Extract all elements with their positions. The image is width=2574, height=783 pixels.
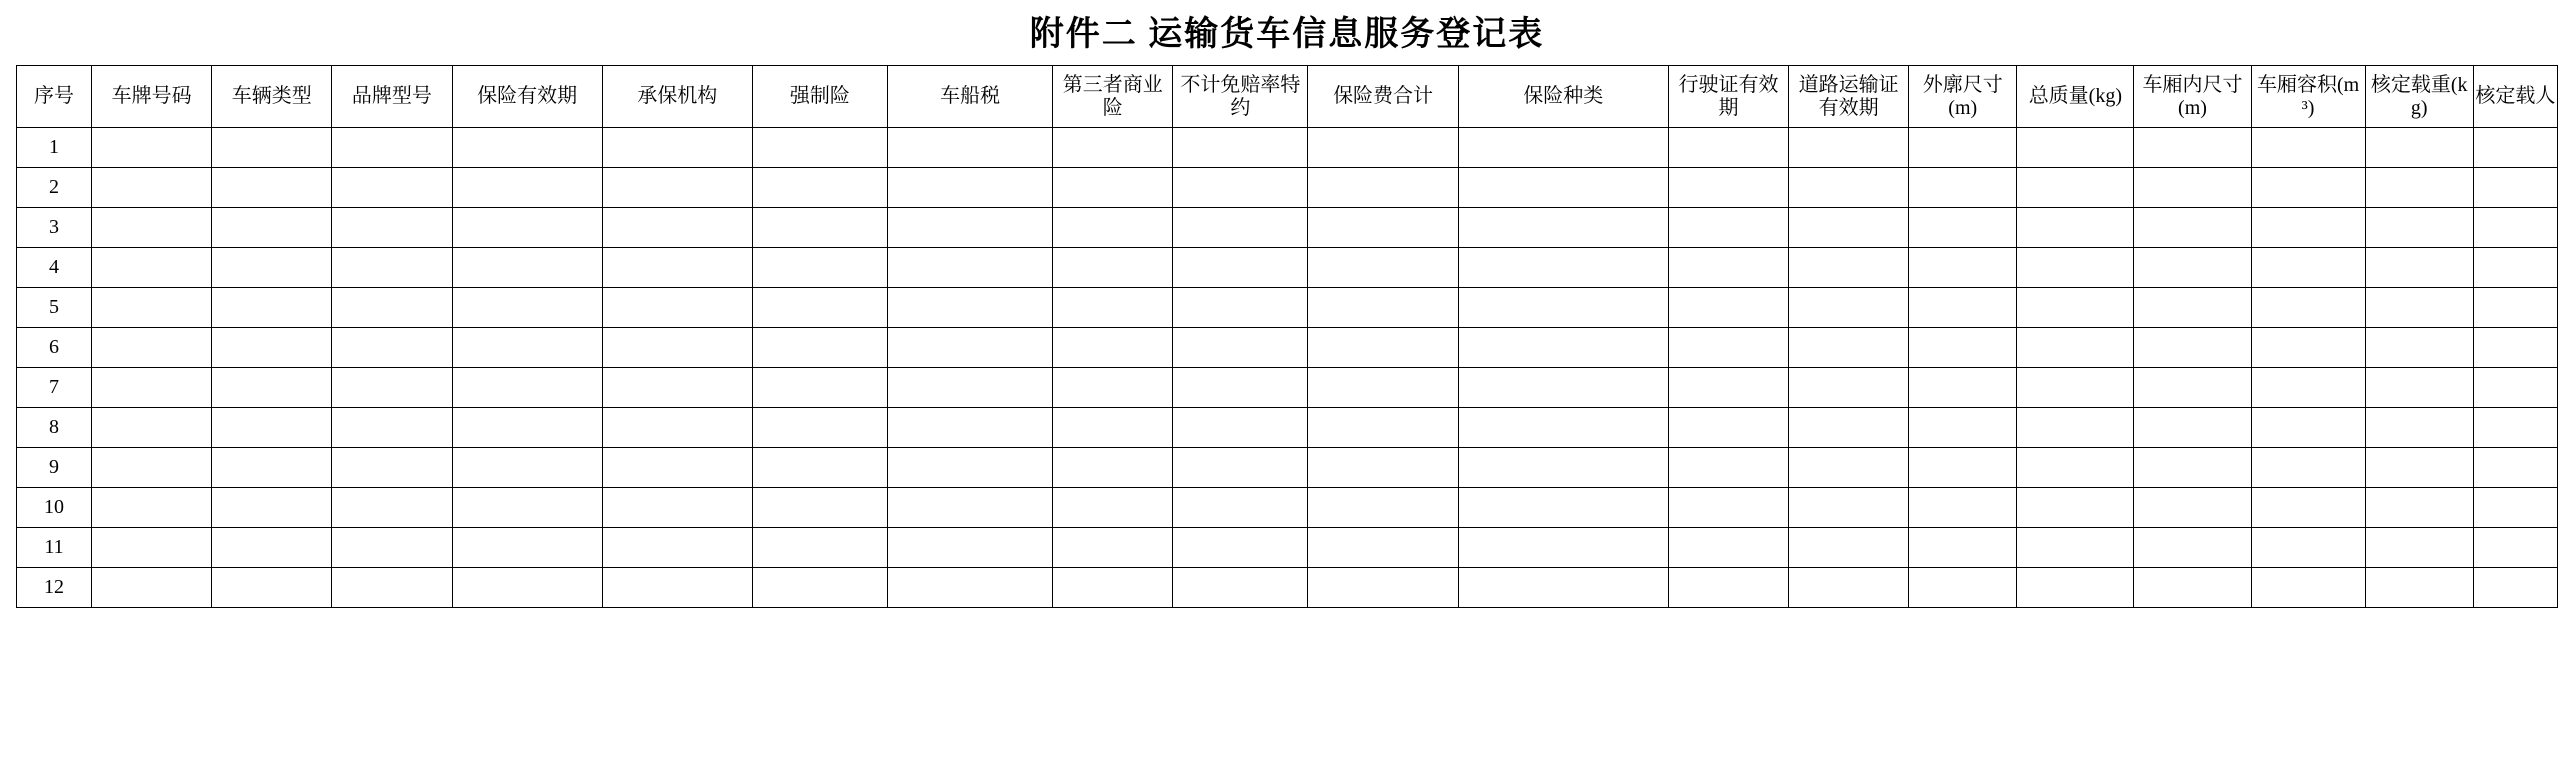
table-row — [17, 528, 2558, 568]
column-header-11 — [1458, 66, 1668, 128]
data-cell[interactable] — [888, 208, 1053, 248]
data-cell[interactable] — [602, 408, 752, 448]
data-cell[interactable] — [2251, 288, 2365, 328]
table-row — [17, 128, 2558, 168]
data-cell[interactable] — [92, 408, 212, 448]
data-cell[interactable] — [2017, 448, 2134, 488]
data-cell[interactable] — [2017, 168, 2134, 208]
column-header-label: 承保机构 — [637, 85, 718, 107]
data-cell[interactable] — [2134, 368, 2251, 408]
data-cell[interactable] — [212, 488, 332, 528]
data-cell[interactable] — [1173, 128, 1308, 168]
data-cell[interactable] — [92, 568, 212, 608]
column-header-label: 不计免赔率特约 — [1180, 73, 1301, 119]
data-cell[interactable] — [452, 288, 602, 328]
table-row — [17, 208, 2558, 248]
table-body — [17, 128, 2558, 608]
column-header-14 — [1909, 66, 2017, 128]
column-header-label: 强制险 — [789, 85, 850, 107]
row-index-cell: 10 — [17, 488, 92, 528]
data-cell[interactable] — [1668, 248, 1788, 288]
data-cell[interactable] — [2473, 248, 2557, 288]
data-cell[interactable] — [1909, 128, 2017, 168]
data-cell[interactable] — [602, 368, 752, 408]
column-header-8 — [1053, 66, 1173, 128]
data-cell[interactable] — [1909, 568, 2017, 608]
data-cell[interactable] — [332, 328, 452, 368]
data-cell[interactable] — [332, 528, 452, 568]
data-cell[interactable] — [2473, 168, 2557, 208]
data-cell[interactable] — [1173, 448, 1308, 488]
column-header-5 — [602, 66, 752, 128]
column-header-0 — [17, 66, 92, 128]
row-index-cell: 6 — [17, 328, 92, 368]
data-cell[interactable] — [602, 248, 752, 288]
data-cell[interactable] — [2365, 168, 2473, 208]
data-cell[interactable] — [1308, 488, 1458, 528]
table-row — [17, 368, 2558, 408]
data-cell[interactable] — [1308, 288, 1458, 328]
column-header-9 — [1173, 66, 1308, 128]
data-cell[interactable] — [2251, 328, 2365, 368]
data-cell[interactable] — [1173, 288, 1308, 328]
data-cell[interactable] — [2017, 408, 2134, 448]
data-cell[interactable] — [1668, 368, 1788, 408]
data-cell[interactable] — [1458, 568, 1668, 608]
data-cell[interactable] — [1789, 288, 1909, 328]
data-cell[interactable] — [1909, 528, 2017, 568]
data-cell[interactable] — [752, 368, 887, 408]
data-cell[interactable] — [1053, 368, 1173, 408]
data-cell[interactable] — [888, 288, 1053, 328]
data-cell[interactable] — [92, 368, 212, 408]
data-cell[interactable] — [888, 128, 1053, 168]
data-cell[interactable] — [1053, 288, 1173, 328]
data-cell[interactable] — [2251, 128, 2365, 168]
data-cell[interactable] — [752, 248, 887, 288]
data-cell[interactable] — [2134, 248, 2251, 288]
data-cell[interactable] — [888, 248, 1053, 288]
data-cell[interactable] — [1789, 568, 1909, 608]
data-cell[interactable] — [1173, 568, 1308, 608]
data-cell[interactable] — [212, 168, 332, 208]
data-cell[interactable] — [1053, 568, 1173, 608]
data-cell[interactable] — [2134, 208, 2251, 248]
data-cell[interactable] — [2134, 288, 2251, 328]
row-index-cell: 5 — [17, 288, 92, 328]
data-cell[interactable] — [1668, 568, 1788, 608]
data-cell[interactable] — [1173, 208, 1308, 248]
data-cell[interactable] — [332, 288, 452, 328]
table-row — [17, 168, 2558, 208]
table-row — [17, 448, 2558, 488]
data-cell[interactable] — [752, 288, 887, 328]
table-row — [17, 248, 2558, 288]
column-header-label: 序号 — [34, 85, 75, 107]
data-cell[interactable] — [2134, 408, 2251, 448]
column-header-2 — [212, 66, 332, 128]
data-cell[interactable] — [2365, 488, 2473, 528]
column-header-10 — [1308, 66, 1458, 128]
data-cell[interactable] — [452, 488, 602, 528]
data-cell[interactable] — [2251, 448, 2365, 488]
data-cell[interactable] — [752, 568, 887, 608]
table-row — [17, 488, 2558, 528]
data-cell[interactable] — [1308, 568, 1458, 608]
data-cell[interactable] — [2134, 168, 2251, 208]
column-header-label: 外廓尺寸(m) — [1922, 73, 2003, 119]
data-cell[interactable] — [1789, 528, 1909, 568]
data-cell[interactable] — [1053, 128, 1173, 168]
data-cell[interactable] — [2017, 328, 2134, 368]
data-cell[interactable] — [1053, 328, 1173, 368]
data-cell[interactable] — [2017, 128, 2134, 168]
data-cell[interactable] — [2365, 288, 2473, 328]
data-cell[interactable] — [1668, 328, 1788, 368]
data-cell[interactable] — [1308, 248, 1458, 288]
row-index-cell: 2 — [17, 168, 92, 208]
column-header-label: 道路运输证有效期 — [1798, 73, 1899, 119]
data-cell[interactable] — [332, 368, 452, 408]
data-cell[interactable] — [452, 408, 602, 448]
data-cell[interactable] — [2473, 128, 2557, 168]
data-cell[interactable] — [1909, 448, 2017, 488]
data-cell[interactable] — [888, 168, 1053, 208]
header-row — [17, 66, 2558, 128]
table-row — [17, 568, 2558, 608]
data-cell[interactable] — [1053, 528, 1173, 568]
data-cell[interactable] — [602, 208, 752, 248]
table-container — [0, 65, 2574, 608]
data-cell[interactable] — [452, 248, 602, 288]
data-cell[interactable] — [1458, 488, 1668, 528]
data-cell[interactable] — [602, 568, 752, 608]
data-cell[interactable] — [1789, 168, 1909, 208]
data-cell[interactable] — [752, 208, 887, 248]
data-cell[interactable] — [452, 328, 602, 368]
data-cell[interactable] — [2473, 488, 2557, 528]
data-cell[interactable] — [2473, 568, 2557, 608]
column-header-13 — [1789, 66, 1909, 128]
data-cell[interactable] — [888, 568, 1053, 608]
data-cell[interactable] — [888, 488, 1053, 528]
data-cell[interactable] — [1909, 488, 2017, 528]
data-cell[interactable] — [2473, 408, 2557, 448]
row-index-cell: 7 — [17, 368, 92, 408]
truck-registration-table — [16, 65, 2558, 608]
data-cell[interactable] — [452, 528, 602, 568]
data-cell[interactable] — [1458, 408, 1668, 448]
data-cell[interactable] — [1308, 128, 1458, 168]
data-cell[interactable] — [1458, 288, 1668, 328]
data-cell[interactable] — [752, 328, 887, 368]
column-header-label: 车牌号码 — [111, 85, 192, 107]
data-cell[interactable] — [332, 208, 452, 248]
data-cell[interactable] — [1458, 528, 1668, 568]
data-cell[interactable] — [1909, 408, 2017, 448]
data-cell[interactable] — [1173, 368, 1308, 408]
data-cell[interactable] — [2134, 328, 2251, 368]
data-cell[interactable] — [2017, 568, 2134, 608]
data-cell[interactable] — [212, 528, 332, 568]
column-header-label: 品牌型号 — [351, 85, 432, 107]
data-cell[interactable] — [1308, 368, 1458, 408]
column-header-label: 保险费合计 — [1333, 85, 1434, 107]
data-cell[interactable] — [212, 288, 332, 328]
data-cell[interactable] — [332, 128, 452, 168]
data-cell[interactable] — [2365, 568, 2473, 608]
data-cell[interactable] — [2017, 208, 2134, 248]
row-index-cell: 8 — [17, 408, 92, 448]
data-cell[interactable] — [1909, 368, 2017, 408]
column-header-15 — [2017, 66, 2134, 128]
data-cell[interactable] — [2134, 528, 2251, 568]
data-cell[interactable] — [1789, 128, 1909, 168]
column-header-6 — [752, 66, 887, 128]
data-cell[interactable] — [1173, 328, 1308, 368]
row-index-cell: 11 — [17, 528, 92, 568]
data-cell[interactable] — [1668, 408, 1788, 448]
data-cell[interactable] — [1308, 528, 1458, 568]
data-cell[interactable] — [1458, 208, 1668, 248]
data-cell[interactable] — [452, 368, 602, 408]
data-cell[interactable] — [1308, 328, 1458, 368]
column-header-label: 车辆类型 — [231, 85, 312, 107]
column-header-label: 保险有效期 — [477, 85, 578, 107]
data-cell[interactable] — [452, 568, 602, 608]
data-cell[interactable] — [212, 448, 332, 488]
data-cell[interactable] — [1789, 208, 1909, 248]
data-cell[interactable] — [92, 528, 212, 568]
column-header-18 — [2365, 66, 2473, 128]
data-cell[interactable] — [1173, 408, 1308, 448]
data-cell[interactable] — [1458, 128, 1668, 168]
data-cell[interactable] — [92, 448, 212, 488]
column-header-label: 车厢容积(m³) — [2257, 73, 2360, 119]
data-cell[interactable] — [752, 168, 887, 208]
data-cell[interactable] — [1668, 208, 1788, 248]
data-cell[interactable] — [332, 568, 452, 608]
data-cell[interactable] — [2473, 328, 2557, 368]
column-header-1 — [92, 66, 212, 128]
data-cell[interactable] — [1053, 248, 1173, 288]
data-cell[interactable] — [1053, 488, 1173, 528]
column-header-label: 车厢内尺寸(m) — [2142, 73, 2243, 119]
column-header-4 — [452, 66, 602, 128]
data-cell[interactable] — [602, 168, 752, 208]
data-cell[interactable] — [2365, 208, 2473, 248]
data-cell[interactable] — [2473, 208, 2557, 248]
data-cell[interactable] — [212, 368, 332, 408]
data-cell[interactable] — [2473, 368, 2557, 408]
data-cell[interactable] — [1668, 488, 1788, 528]
data-cell[interactable] — [2251, 408, 2365, 448]
data-cell[interactable] — [2251, 568, 2365, 608]
data-cell[interactable] — [1789, 408, 1909, 448]
data-cell[interactable] — [452, 168, 602, 208]
data-cell[interactable] — [2017, 528, 2134, 568]
data-cell[interactable] — [1458, 448, 1668, 488]
data-cell[interactable] — [602, 528, 752, 568]
column-header-label: 总质量(kg) — [2028, 85, 2123, 107]
data-cell[interactable] — [1909, 288, 2017, 328]
data-cell[interactable] — [1173, 488, 1308, 528]
column-header-16 — [2134, 66, 2251, 128]
data-cell[interactable] — [2251, 168, 2365, 208]
data-cell[interactable] — [2017, 288, 2134, 328]
data-cell[interactable] — [602, 128, 752, 168]
data-cell[interactable] — [2365, 448, 2473, 488]
data-cell[interactable] — [2473, 528, 2557, 568]
data-cell[interactable] — [1173, 528, 1308, 568]
table-header — [17, 66, 2558, 128]
data-cell[interactable] — [752, 408, 887, 448]
data-cell[interactable] — [1173, 168, 1308, 208]
data-cell[interactable] — [2134, 488, 2251, 528]
data-cell[interactable] — [2251, 208, 2365, 248]
data-cell[interactable] — [752, 448, 887, 488]
column-header-label: 核定载人 — [2475, 85, 2556, 107]
data-cell[interactable] — [2365, 528, 2473, 568]
column-header-label: 车船税 — [940, 85, 1001, 107]
data-cell[interactable] — [1458, 368, 1668, 408]
column-header-17 — [2251, 66, 2365, 128]
data-cell[interactable] — [2251, 368, 2365, 408]
data-cell[interactable] — [1458, 248, 1668, 288]
table-row — [17, 288, 2558, 328]
column-header-label: 行驶证有效期 — [1678, 73, 1779, 119]
data-cell[interactable] — [332, 488, 452, 528]
data-cell[interactable] — [212, 208, 332, 248]
data-cell[interactable] — [92, 128, 212, 168]
row-index-cell: 3 — [17, 208, 92, 248]
data-cell[interactable] — [1458, 328, 1668, 368]
data-cell[interactable] — [2251, 488, 2365, 528]
data-cell[interactable] — [1308, 448, 1458, 488]
data-cell[interactable] — [1668, 288, 1788, 328]
table-row — [17, 408, 2558, 448]
data-cell[interactable] — [92, 168, 212, 208]
data-cell[interactable] — [1308, 208, 1458, 248]
column-header-7 — [888, 66, 1053, 128]
data-cell[interactable] — [212, 328, 332, 368]
column-header-12 — [1668, 66, 1788, 128]
data-cell[interactable] — [2365, 248, 2473, 288]
data-cell[interactable] — [2365, 328, 2473, 368]
data-cell[interactable] — [2134, 568, 2251, 608]
data-cell[interactable] — [1909, 168, 2017, 208]
data-cell[interactable] — [1668, 448, 1788, 488]
data-cell[interactable] — [92, 248, 212, 288]
data-cell[interactable] — [1668, 128, 1788, 168]
data-cell[interactable] — [2251, 248, 2365, 288]
data-cell[interactable] — [602, 488, 752, 528]
data-cell[interactable] — [212, 408, 332, 448]
data-cell[interactable] — [1789, 328, 1909, 368]
data-cell[interactable] — [92, 288, 212, 328]
data-cell[interactable] — [2365, 128, 2473, 168]
data-cell[interactable] — [2017, 368, 2134, 408]
data-cell[interactable] — [1909, 248, 2017, 288]
data-cell[interactable] — [752, 528, 887, 568]
page-title: 附件二 运输货车信息服务登记表 — [1029, 16, 1545, 53]
row-index-cell: 1 — [17, 128, 92, 168]
data-cell[interactable] — [1053, 448, 1173, 488]
data-cell[interactable] — [212, 568, 332, 608]
data-cell[interactable] — [452, 128, 602, 168]
data-cell[interactable] — [1668, 528, 1788, 568]
data-cell[interactable] — [602, 328, 752, 368]
data-cell[interactable] — [92, 208, 212, 248]
data-cell[interactable] — [1458, 168, 1668, 208]
data-cell[interactable] — [1668, 168, 1788, 208]
data-cell[interactable] — [1909, 208, 2017, 248]
table-row — [17, 328, 2558, 368]
data-cell[interactable] — [752, 488, 887, 528]
data-cell[interactable] — [1173, 248, 1308, 288]
column-header-19 — [2473, 66, 2557, 128]
data-cell[interactable] — [888, 408, 1053, 448]
data-cell[interactable] — [888, 528, 1053, 568]
data-cell[interactable] — [1053, 408, 1173, 448]
data-cell[interactable] — [1789, 448, 1909, 488]
column-header-label: 核定载重(kg) — [2370, 73, 2468, 119]
row-index-cell: 12 — [17, 568, 92, 608]
data-cell[interactable] — [2365, 408, 2473, 448]
data-cell[interactable] — [452, 448, 602, 488]
data-cell[interactable] — [2473, 448, 2557, 488]
data-cell[interactable] — [602, 448, 752, 488]
row-index-cell: 9 — [17, 448, 92, 488]
column-header-label: 保险种类 — [1523, 85, 1604, 107]
data-cell[interactable] — [888, 448, 1053, 488]
data-cell[interactable] — [1053, 168, 1173, 208]
data-cell[interactable] — [1308, 408, 1458, 448]
data-cell[interactable] — [452, 208, 602, 248]
data-cell[interactable] — [2134, 128, 2251, 168]
data-cell[interactable] — [888, 368, 1053, 408]
data-cell[interactable] — [332, 448, 452, 488]
data-cell[interactable] — [752, 128, 887, 168]
data-cell[interactable] — [1308, 168, 1458, 208]
data-cell[interactable] — [92, 488, 212, 528]
data-cell[interactable] — [332, 408, 452, 448]
data-cell[interactable] — [2017, 488, 2134, 528]
data-cell[interactable] — [332, 248, 452, 288]
data-cell[interactable] — [1789, 248, 1909, 288]
data-cell[interactable] — [2473, 288, 2557, 328]
data-cell[interactable] — [212, 248, 332, 288]
column-header-3 — [332, 66, 452, 128]
data-cell[interactable] — [92, 328, 212, 368]
data-cell[interactable] — [332, 168, 452, 208]
data-cell[interactable] — [1789, 488, 1909, 528]
data-cell[interactable] — [2251, 528, 2365, 568]
data-cell[interactable] — [2134, 448, 2251, 488]
data-cell[interactable] — [1789, 368, 1909, 408]
data-cell[interactable] — [212, 128, 332, 168]
row-index-cell: 4 — [17, 248, 92, 288]
column-header-label: 第三者商业险 — [1062, 73, 1163, 119]
data-cell[interactable] — [2365, 368, 2473, 408]
data-cell[interactable] — [1909, 328, 2017, 368]
data-cell[interactable] — [602, 288, 752, 328]
data-cell[interactable] — [888, 328, 1053, 368]
data-cell[interactable] — [1053, 208, 1173, 248]
data-cell[interactable] — [2017, 248, 2134, 288]
